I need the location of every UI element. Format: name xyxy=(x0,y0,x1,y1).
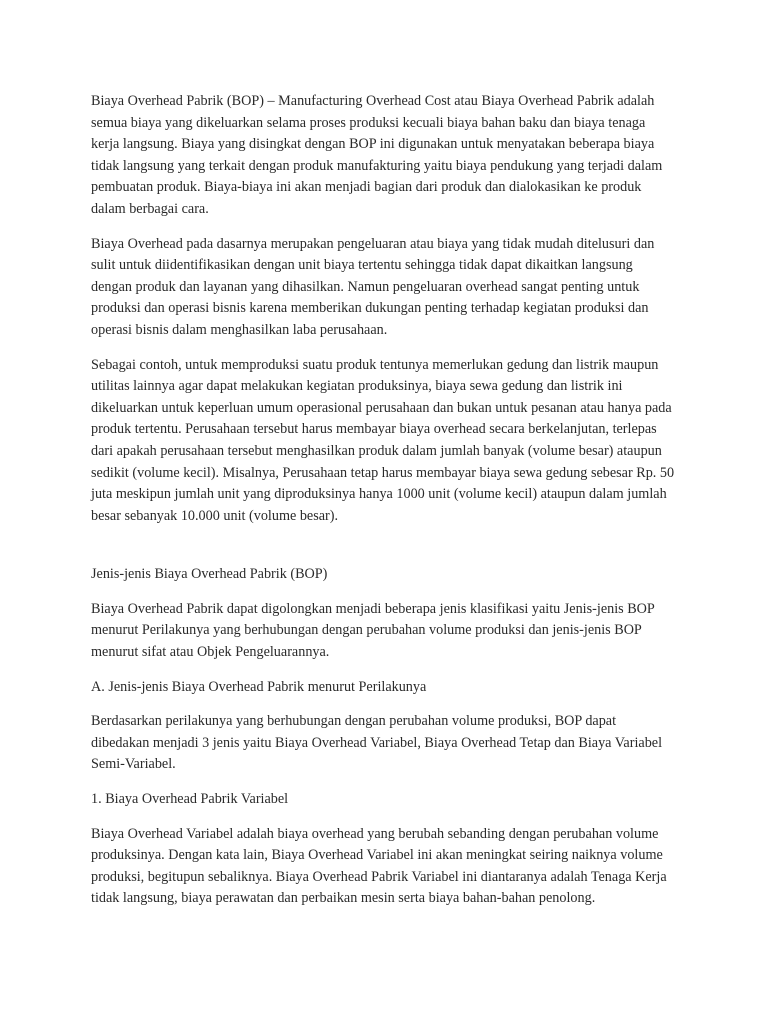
paragraph-example: Sebagai contoh, untuk memproduksi suatu produk tentunya memerlukan gedung dan listrik maupun utilitas lainnya agar dapat melakukan kegiatan produksinya, biaya sewa gedung dan listrik ini dikeluarkan untuk keperluan umum operasional perusahaan dan bukan untuk pesanan atau hanya pada produk tertentu. Perusahaan tersebut harus membayar biaya overhead secara berkelanjutan, terlepas dari apakah perusahaan tersebut menghasilkan produk dalam jumlah banyak (volume besar) ataupun sedikit (volume kecil). Misalnya, Perusahaan tetap harus membayar biaya sewa gedung sebesar Rp. 50 juta meskipun jumlah unit yang diproduksinya hanya 1000 unit (volume kecil) ataupun dalam jumlah besar sebanyak 10.000 unit (volume besar). xyxy=(91,356,675,524)
paragraph-variable-overhead: Biaya Overhead Variabel adalah biaya overhead yang berubah sebanding dengan perubahan volume produksinya. Dengan kata lain, Biaya Overhead Variabel ini akan meningkat seiring naiknya volume produksi, begitupun sebaliknya. Biaya Overhead Pabrik Variabel ini diantaranya adalah Tenaga Kerja tidak langsung, biaya perawatan dan perbaikan mesin serta biaya bahan-bahan penolong. xyxy=(91,825,667,907)
document-body xyxy=(91,91,676,910)
heading-section-a: A. Jenis-jenis Biaya Overhead Pabrik menurut Perilakunya xyxy=(91,678,427,695)
paragraph-classification: Biaya Overhead Pabrik dapat digolongkan menjadi beberapa jenis klasifikasi yaitu Jenis-jenis BOP menurut Perilakunya yang berhubungan dengan perubahan volume produksi dan jenis-jenis BOP menurut sifat atau Objek Pengeluarannya. xyxy=(91,600,655,661)
heading-jenis-bop: Jenis-jenis Biaya Overhead Pabrik (BOP) xyxy=(91,566,328,583)
paragraph-bop-definition: Biaya Overhead Pabrik (BOP) – Manufacturing Overhead Cost atau Biaya Overhead Pabrik adalah semua biaya yang dikeluarkan selama proses produksi kecuali biaya bahan baku dan biaya tenaga kerja langsung. Biaya yang disingkat dengan BOP ini digunakan untuk menyatakan beberapa biaya tidak langsung yang terkait dengan produk manufakturing yaitu biaya pendukung yang terjadi dalam pembuatan produk. Biaya-biaya ini akan menjadi bagian dari produk dan dialokasikan ke produk dalam berbagai cara. xyxy=(91,93,663,217)
paragraph-behavior: Berdasarkan perilakunya yang berhubungan dengan perubahan volume produksi, BOP dapat dibedakan menjadi 3 jenis yaitu Biaya Overhead Variabel, Biaya Overhead Tetap dan Biaya Variabel Semi-Variabel. xyxy=(91,713,663,773)
heading-section-1: 1. Biaya Overhead Pabrik Variabel xyxy=(91,791,289,808)
paragraph-overhead-nature: Biaya Overhead pada dasarnya merupakan pengeluaran atau biaya yang tidak mudah ditelusuri dan sulit untuk diidentifikasikan dengan unit biaya tertentu sehingga tidak dapat dikaitkan langsung dengan produk dan layanan yang dihasilkan. Namun pengeluaran overhead sangat penting untuk produksi dan operasi bisnis karena memberikan dukungan penting terhadap kegiatan produksi dan operasi bisnis dalam menghasilkan laba perusahaan. xyxy=(91,235,655,338)
